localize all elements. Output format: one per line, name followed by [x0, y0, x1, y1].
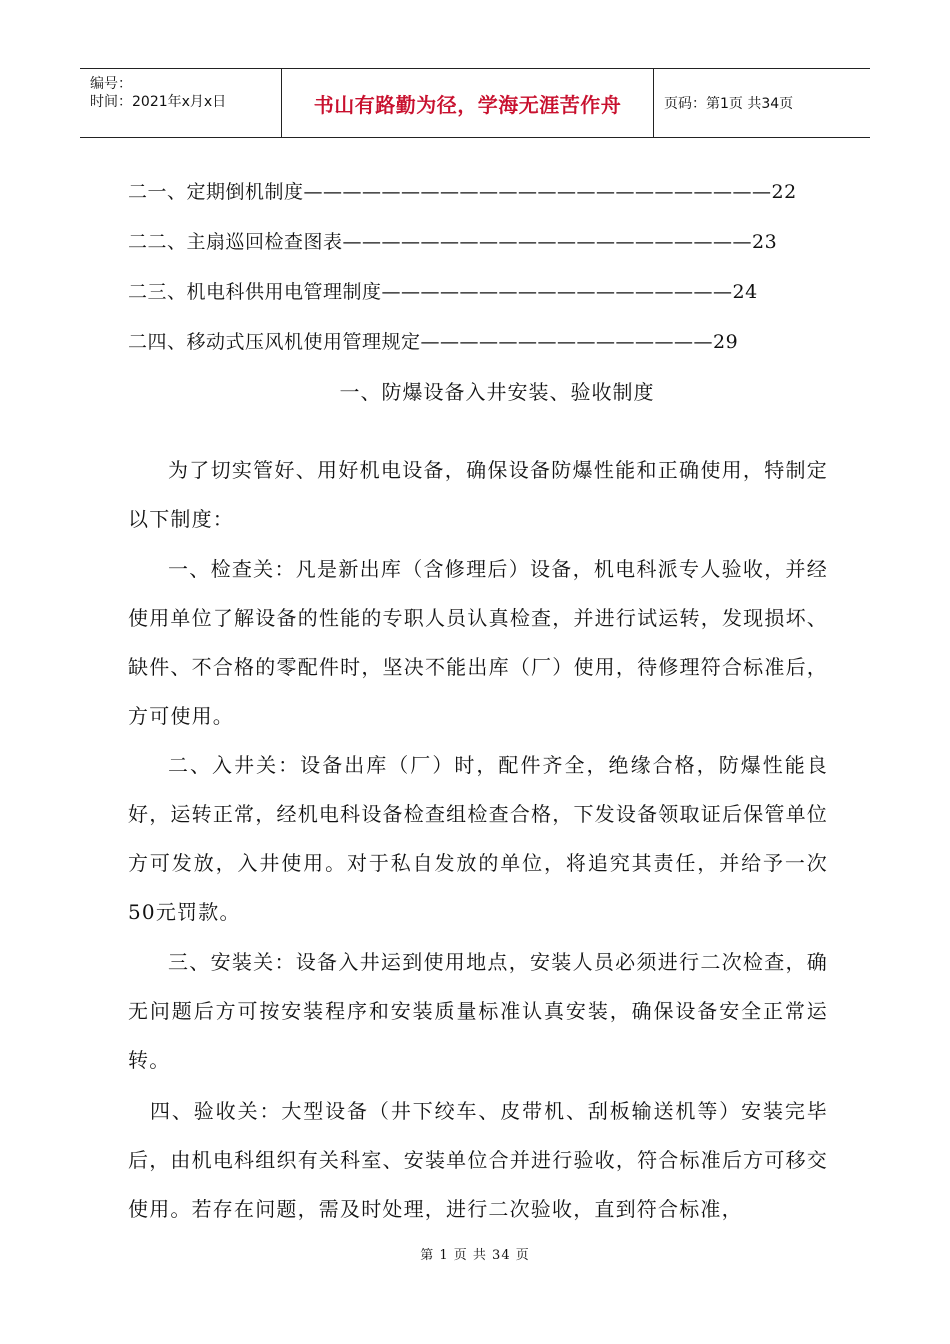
header-motto: 书山有路勤为径，学海无涯苦作舟: [313, 92, 622, 117]
document-number-label: 编号：: [90, 76, 132, 92]
section-title: 一、防爆设备入井安装、验收制度: [339, 380, 655, 404]
body-paragraph: 二、入井关：设备出库（厂）时，配件齐全，绝缘合格，防爆性能良好，运转正常，经机电科设备检查组检查合格，下发设备领取证后保管单位方可发放，入井使用。对于私自发放的单位，将追究其责任，并给予一次50元罚款。: [128, 753, 828, 924]
body-paragraph: 为了切实管好、用好机电设备，确保设备防爆性能和正确使用，特制定以下制度：: [128, 458, 828, 531]
page-footer: 第 1 页 共 34 页: [420, 1248, 530, 1263]
header-page-info: 页码：第1页 共34页: [664, 96, 794, 112]
body-paragraph: 三、安装关：设备入井运到使用地点，安装人员必须进行二次检查，确无问题后方可按安装程序和安装质量标准认真安装，确保设备安全正常运转。: [128, 950, 828, 1072]
toc-item: 二二、主扇巡回检查图表—————————————————————23: [128, 231, 778, 253]
header-meta-cell: [80, 69, 282, 137]
toc-item: 二一、定期倒机制度————————————————————————22: [128, 181, 797, 203]
toc-item: 二四、移动式压风机使用管理规定———————————————29: [128, 331, 739, 353]
header-motto-cell: [282, 69, 654, 137]
toc-item: 二三、机电科供用电管理制度——————————————————24: [128, 281, 758, 303]
body-paragraph: 一、检查关：凡是新出库（含修理后）设备，机电科派专人验收，并经使用单位了解设备的性能的专职人员认真检查，并进行试运转，发现损坏、缺件、不合格的零配件时，坚决不能出库（厂）使用，待修理符合标准后，方可使用。: [128, 557, 828, 728]
table-of-contents: [128, 176, 797, 376]
body-paragraph: 四、验收关：大型设备（井下绞车、皮带机、刮板输送机等）安装完毕后，由机电科组织有关科室、安装单位合并进行验收，符合标准后方可移交使用。若存在问题，需及时处理，进行二次验收，直到符合标准，: [128, 1099, 828, 1221]
document-date: 时间：2021年x月x日: [90, 94, 227, 110]
page-header: [80, 68, 870, 138]
